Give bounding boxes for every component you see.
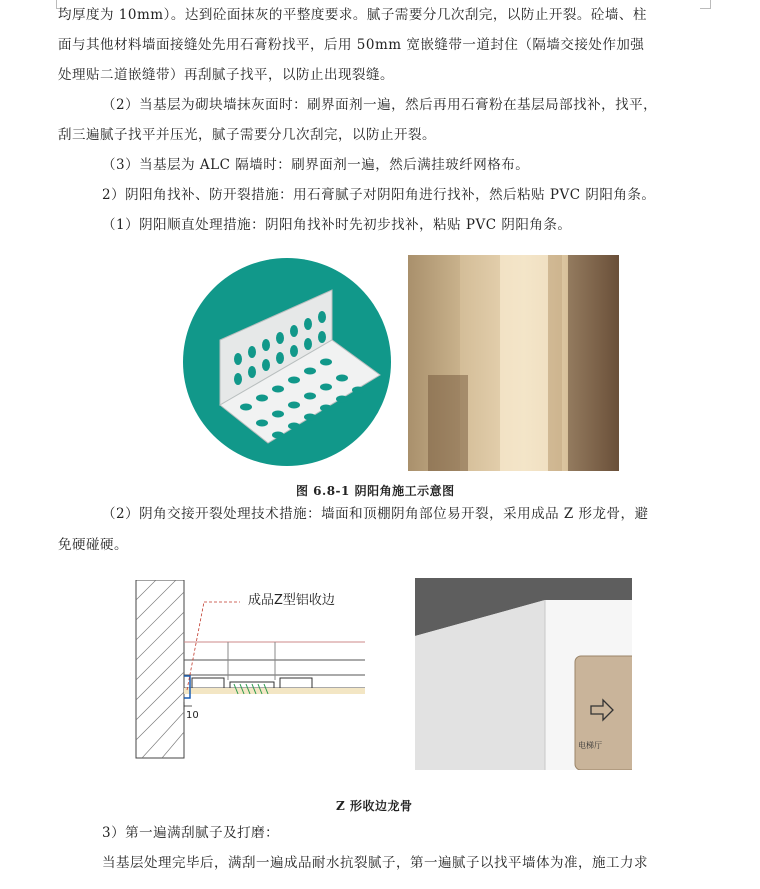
paragraph-line: 3）第一遍满刮腻子及打磨： bbox=[102, 825, 280, 841]
z-trim-label: 成品Z型铝收边 bbox=[248, 593, 335, 608]
sign-text: 电梯厅 bbox=[578, 741, 602, 750]
paragraph-line: 处理贴二道嵌缝带）再刮腻子找平，以防止出现裂缝。 bbox=[58, 67, 394, 83]
paragraph-line: 免硬碰硬。 bbox=[58, 537, 128, 553]
paragraph-line: （1）阴阳顺直处理措施：阴阳角找补时先初步找补，粘贴 PVC 阴阳角条。 bbox=[102, 217, 572, 233]
paragraph-line: （2）当基层为砌块墙抹灰面时：刷界面剂一遍，然后再用石膏粉在基层局部找补，找平， bbox=[102, 97, 658, 113]
paragraph-line: 面与其他材料墙面接缝处先用石膏粉找平，后用 50mm 宽嵌缝带一道封住（隔墙交接处作加强 bbox=[58, 37, 645, 53]
figure-caption: Z 形收边龙骨 bbox=[336, 799, 413, 813]
dimension-label: 10 bbox=[186, 710, 199, 721]
paragraph-line: 刮三遍腻子找平并压光，腻子需要分几次刮完，以防止开裂。 bbox=[58, 127, 436, 143]
paragraph-line: 当基层处理完毕后，满刮一遍成品耐水抗裂腻子，第一遍腻子以找平墙体为准，施工力求 bbox=[102, 855, 648, 871]
corner-photo bbox=[408, 255, 619, 471]
paragraph-line: （2）阴角交接开裂处理技术措施：墙面和顶棚阴角部位易开裂，采用成品 Z 形龙骨，避 bbox=[102, 506, 649, 522]
page-corner-mark-right bbox=[700, 0, 711, 9]
figure-caption: 图 6.8-1 阴阳角施工示意图 bbox=[296, 484, 455, 498]
paragraph-line: （3）当基层为 ALC 隔墙时：刷界面剂一遍，然后满挂玻纤网格布。 bbox=[102, 157, 530, 173]
pvc-corner-bead-illustration bbox=[180, 255, 395, 470]
paragraph-line: 2）阴阳角找补、防开裂措施：用石膏腻子对阴阳角进行找补，然后粘贴 PVC 阴阳角条。 bbox=[102, 187, 656, 203]
paragraph-line: 均厚度为 10mm）。达到砼面抹灰的平整度要求。腻子需要分几次刮完，以防止开裂。砼墙、柱 bbox=[58, 7, 647, 23]
